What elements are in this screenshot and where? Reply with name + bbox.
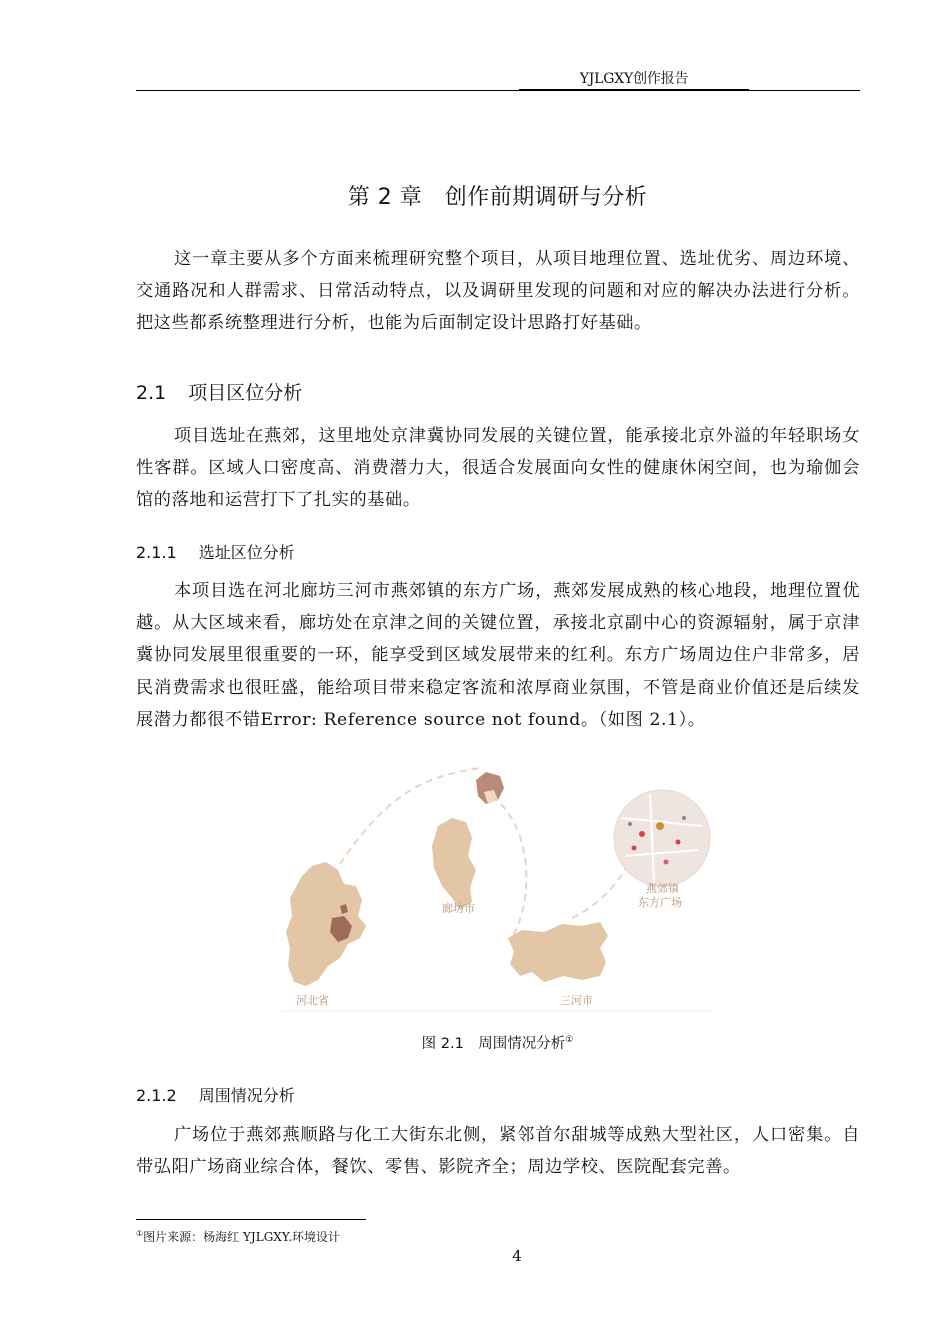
section-2-1-1-paragraph: 本项目选在河北廊坊三河市燕郊镇的东方广场，燕郊发展成熟的核心地段，地理位置优越。从大区域来看，廊坊处在京津之间的关键位置，承接北京副中心的资源辐射，属于京津冀协同发展里很重要的一环，能享受到区域发展带来的红利。东方广场周边住户非常多，居民消费需求也很旺盛，能给项目带来稳定客流和浓厚商业氛围，不管是商业价值还是后续发展潜力都很不错Error: Reference source not found。（如图 2.1）。: [136, 581, 860, 730]
figure-caption-note: ①: [565, 1035, 574, 1046]
footnote-divider: [136, 1219, 366, 1220]
intro-paragraph: 这一章主要从多个方面来梳理研究整个项目，从项目地理位置、选址优劣、周边环境、交通路况和人群需求、日常活动特点，以及调研里发现的问题和对应的解决办法进行分析。把这些都系统整理进行分析，也能为后面制定设计思路打好基础。: [136, 249, 860, 334]
section-heading-2-1: [136, 378, 302, 405]
section-heading-2-1-1: [136, 540, 295, 563]
section-number: 2.1.1: [136, 543, 177, 562]
section-title: 项目区位分析: [188, 382, 303, 404]
label-dongfang-square: 东方广场: [638, 896, 682, 909]
location-map-figure: [282, 766, 714, 1012]
figure-caption: [0, 1032, 950, 1053]
label-hebei: 河北省: [296, 994, 329, 1007]
section-2-1-paragraph: 项目选址在燕郊，这里地处京津冀协同发展的关键位置，能承接北京外溢的年轻职场女性客群。区域人口密度高、消费潜力大，很适合发展面向女性的健康休闲空间，也为瑜伽会馆的落地和运营打下了扎实的基础。: [136, 426, 860, 511]
header-title: YJLGXY创作报告: [519, 68, 749, 90]
section-2-1-2-paragraph: 广场位于燕郊燕顺路与化工大街东北侧，紧邻首尔甜城等成熟大型社区，人口密集。自带弘阳广场商业综合体，餐饮、零售、影院齐全；周边学校、医院配套完善。: [136, 1125, 860, 1178]
label-langfang: 廊坊市: [442, 902, 475, 915]
footnote-mark: ①: [136, 1229, 144, 1238]
page-number: 4: [512, 1247, 522, 1265]
page-header: [136, 66, 860, 91]
section-number: 2.1.2: [136, 1086, 177, 1105]
label-yanjiao: 燕郊镇: [646, 882, 679, 895]
location-map-illustration: [282, 766, 714, 1012]
label-sanhe: 三河市: [560, 994, 593, 1007]
footnote: [136, 1228, 340, 1245]
section-number: 2.1: [136, 382, 167, 404]
chapter-title: 第 2 章 创作前期调研与分析: [347, 185, 648, 210]
figure-caption-text: 图 2.1 周围情况分析: [421, 1036, 566, 1052]
footnote-text: 图片来源：杨海红 YJLGXY.环境设计: [143, 1230, 341, 1244]
section-title: 周围情况分析: [198, 1086, 295, 1105]
section-title: 选址区位分析: [198, 543, 295, 562]
section-heading-2-1-2: [136, 1083, 295, 1106]
